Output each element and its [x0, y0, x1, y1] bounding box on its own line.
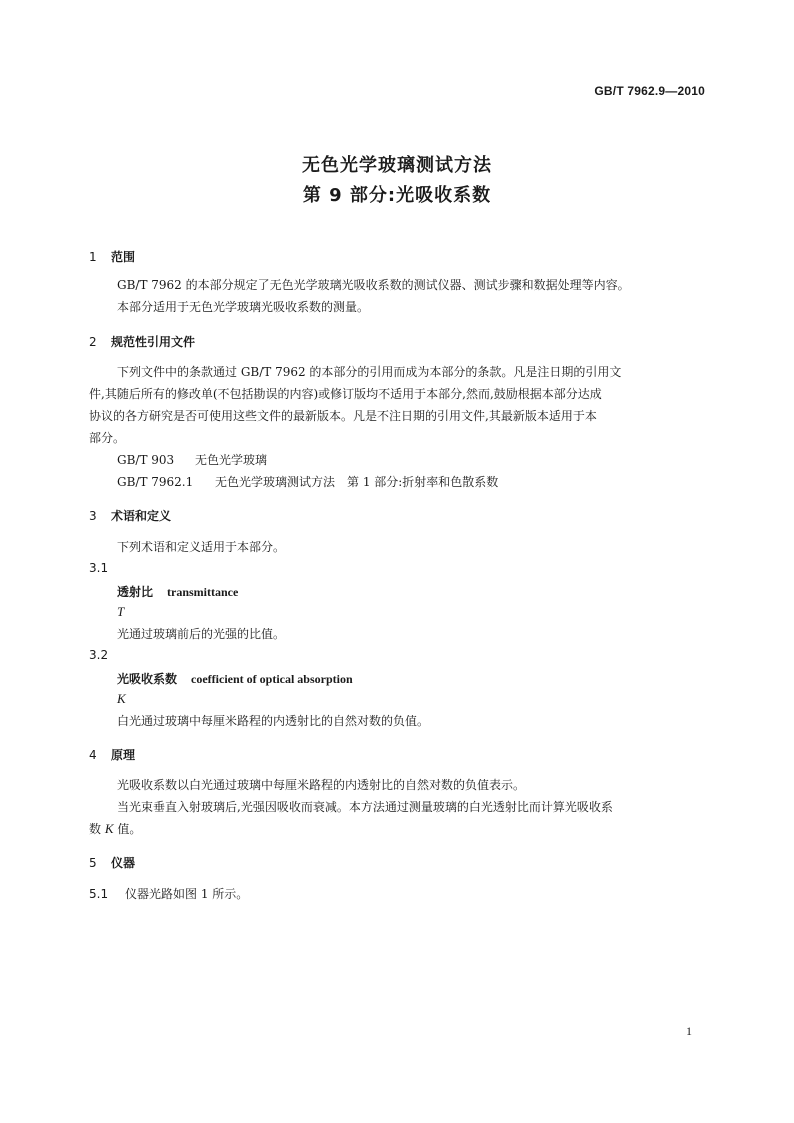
section-5-heading — [89, 854, 135, 871]
paragraph-line — [89, 821, 141, 837]
term-symbol: T — [117, 604, 125, 619]
reference-code: GB/T 903 — [117, 453, 175, 467]
reference-title: 无色光学玻璃 — [195, 453, 268, 467]
page-number: 1 — [686, 1024, 692, 1038]
section-number: 1 — [89, 250, 97, 264]
paragraph-line: 部分。 — [89, 431, 126, 445]
inline-symbol: K — [104, 821, 114, 836]
paragraph-line: 协议的各方研究是否可使用这些文件的最新版本。凡是不注日期的引用文件,其最新版本适用于本 — [89, 409, 597, 423]
term-zh: 透射比 — [117, 585, 154, 599]
term-zh: 光吸收系数 — [117, 672, 178, 686]
term-en: coefficient of optical absorption — [191, 672, 353, 686]
subsection-line — [89, 886, 248, 902]
subsection-text: 仪器光路如图 1 所示。 — [125, 887, 249, 901]
document-subtitle: 第 9 部分:光吸收系数 — [302, 185, 492, 206]
paragraph-line: 下列文件中的条款通过 GB/T 7962 的本部分的引用而成为本部分的条款。凡是注日期的引用文 — [117, 365, 622, 379]
term-entry — [117, 670, 353, 687]
term-number: 3.2 — [89, 648, 109, 662]
reference-item — [117, 452, 267, 468]
section-title: 范围 — [111, 250, 136, 264]
subsection-number: 5.1 — [89, 887, 109, 901]
paragraph-line: 件,其随后所有的修改单(不包括勘误的内容)或修订版均不适用于本部分,然而,鼓励根据本部分达成 — [89, 387, 602, 401]
paragraph: 下列术语和定义适用于本部分。 — [117, 540, 286, 554]
reference-item — [117, 474, 498, 490]
reference-title: 无色光学玻璃测试方法 第 1 部分:折射率和色散系数 — [215, 475, 499, 489]
paragraph: GB/T 7962 的本部分规定了无色光学玻璃光吸收系数的测试仪器、测试步骤和数据处理等内容。 — [117, 278, 630, 292]
term-entry — [117, 583, 238, 600]
text-span: 值。 — [113, 822, 142, 836]
paragraph: 本部分适用于无色光学玻璃光吸收系数的测量。 — [117, 300, 370, 314]
text-span: 数 — [89, 822, 105, 836]
term-definition: 光通过玻璃前后的光强的比值。 — [117, 627, 286, 641]
section-4-heading — [89, 746, 135, 763]
section-number: 4 — [89, 748, 97, 762]
section-title: 规范性引用文件 — [111, 335, 196, 349]
section-number: 5 — [89, 856, 97, 870]
section-3-heading — [89, 507, 171, 524]
term-symbol: K — [117, 691, 126, 706]
reference-code: GB/T 7962.1 — [117, 475, 194, 489]
standard-code: GB/T 7962.9—2010 — [594, 84, 705, 98]
paragraph-line: 当光束垂直入射玻璃后,光强因吸收而衰减。本方法通过测量玻璃的白光透射比而计算光吸收系 — [117, 800, 613, 814]
term-definition: 白光通过玻璃中每厘米路程的内透射比的自然对数的负值。 — [117, 714, 430, 728]
paragraph: 光吸收系数以白光通过玻璃中每厘米路程的内透射比的自然对数的负值表示。 — [117, 778, 526, 792]
document-title: 无色光学玻璃测试方法 — [302, 155, 492, 176]
section-title: 术语和定义 — [111, 509, 172, 523]
section-number: 3 — [89, 509, 97, 523]
section-title: 原理 — [111, 748, 136, 762]
section-1-heading — [89, 248, 135, 265]
term-en: transmittance — [167, 585, 239, 599]
section-title: 仪器 — [111, 856, 136, 870]
section-number: 2 — [89, 335, 97, 349]
section-2-heading — [89, 333, 195, 350]
term-number: 3.1 — [89, 561, 109, 575]
